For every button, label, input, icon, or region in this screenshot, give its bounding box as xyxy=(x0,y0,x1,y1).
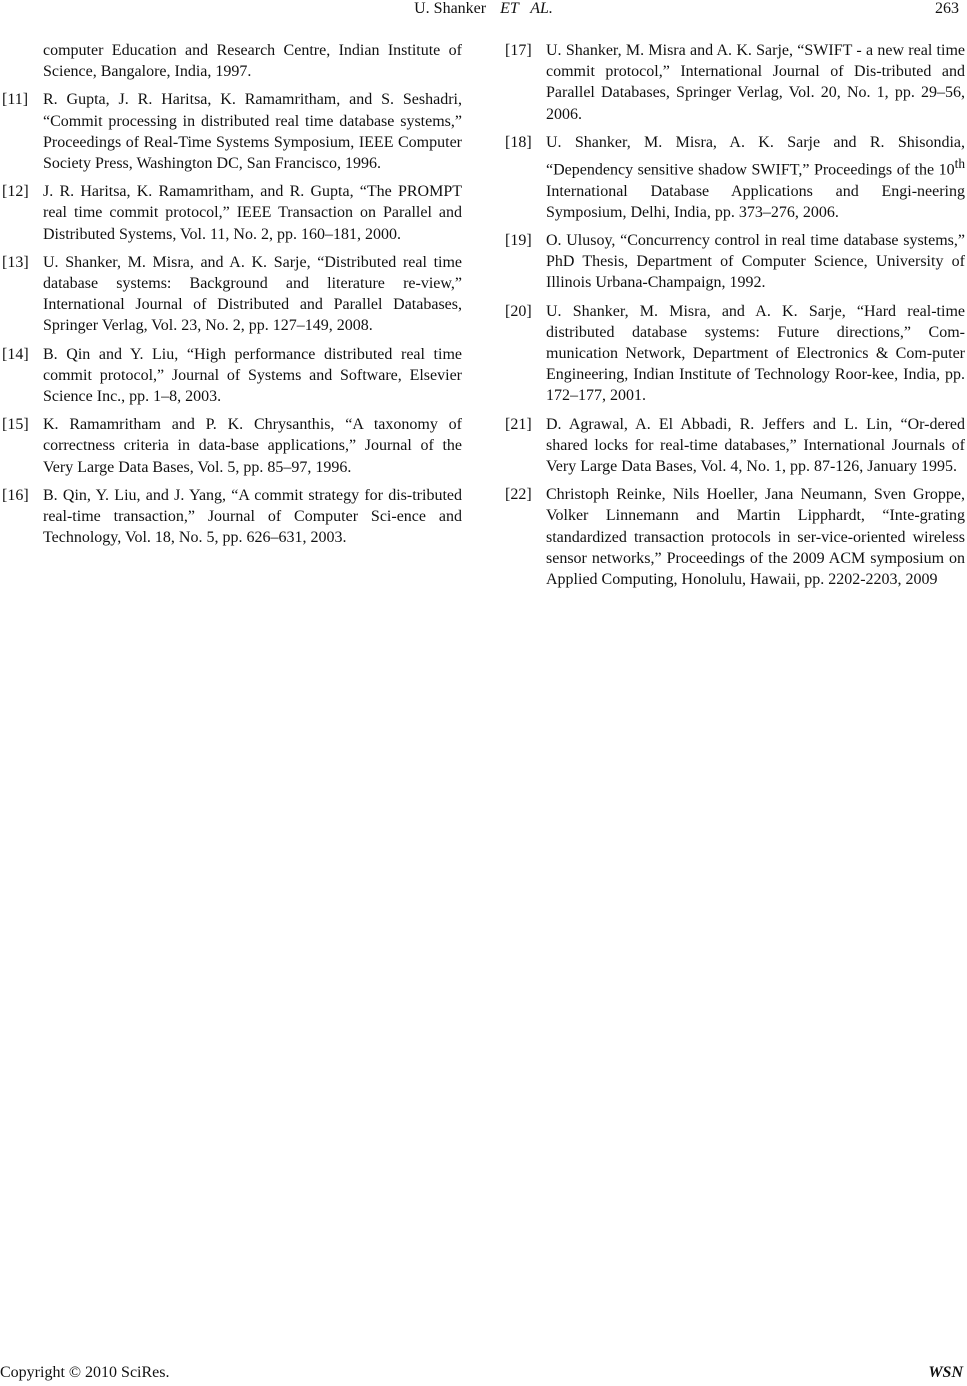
reference-text: J. R. Haritsa, K. Ramamritham, and R. Gupta, “The PROMPT real time commit protocol,” IEEE Transaction on Parallel and Distributed Systems, Vol. 11, No. 2, pp. 160–181, 2000. xyxy=(43,183,462,243)
page-footer xyxy=(0,1364,967,1386)
reference-number: [17] xyxy=(505,42,532,59)
reference-13 xyxy=(0,252,462,337)
copyright-notice: Copyright © 2010 SciRes. xyxy=(0,1364,170,1381)
reference-number: [21] xyxy=(505,415,532,433)
reference-text xyxy=(546,132,965,223)
page-header xyxy=(0,0,967,24)
reference-22 xyxy=(503,484,965,590)
reference-number: [15] xyxy=(2,416,29,434)
reference-19 xyxy=(503,230,965,294)
reference-14 xyxy=(0,344,462,408)
reference-text: U. Shanker, M. Misra and A. K. Sarje, “SWIFT - a new real time commit protocol,” International Journal of Dis-tributed and Parallel Databases, Springer Verlag, Vol. 20, No. 1, pp. 29–56, 2006. xyxy=(546,42,965,123)
reference-text: computer Education and Research Centre, Indian Institute of Science, Bangalore, India, 1997. xyxy=(43,42,462,81)
reference-text: B. Qin, Y. Liu, and J. Yang, “A commit strategy for dis-tributed real-time transaction,” Journal of Computer Sci-ence and Technology, Vol. 18, No. 5, pp. 626–631, 2003. xyxy=(43,486,462,547)
reference-15 xyxy=(0,414,462,478)
reference-number: [18] xyxy=(505,133,532,151)
running-head-author: U. Shanker xyxy=(414,0,487,17)
reference-text: K. Ramamritham and P. K. Chrysanthis, “A taxonomy of correctness criteria in data-base applications,” Journal of the Very Large Data Bases, Vol. 5, pp. 85–97, 1996. xyxy=(43,416,462,476)
reference-number: [12] xyxy=(2,183,29,201)
reference-text: O. Ulusoy, “Concurrency control in real time database systems,” PhD Thesis, Department of Computer Science, University of Illinois Urbana-Champaign, 1992. xyxy=(546,231,965,292)
running-head-etal: ET AL. xyxy=(500,0,553,17)
journal-abbreviation: WSN xyxy=(928,1364,963,1381)
reference-number: [11] xyxy=(2,91,29,109)
reference-number: [14] xyxy=(2,345,29,363)
reference-17 xyxy=(503,40,965,125)
reference-number: [16] xyxy=(2,486,29,504)
reference-number: [22] xyxy=(505,486,532,504)
ordinal-superscript: th xyxy=(954,156,965,172)
page-number: 263 xyxy=(935,0,959,17)
reference-text: U. Shanker, M. Misra, and A. K. Sarje, “Distributed real time database systems: Background and literature re-view,” International Journal of Distributed and Parallel Databases, Springer Verlag, Vol. 23, No. 2, pp. 127–149, 2008. xyxy=(43,253,462,335)
running-head xyxy=(0,0,967,18)
reference-text: B. Qin and Y. Liu, “High performance distributed real time commit protocol,” Journal of Systems and Software, Elsevier Science Inc., pp. 1–8, 2003. xyxy=(43,345,462,406)
reference-16 xyxy=(0,485,462,549)
reference-11 xyxy=(0,89,462,174)
reference-text: D. Agrawal, A. El Abbadi, R. Jeffers and L. Lin, “Or-dered shared locks for real-time databases,” International Journals of Very Large Data Bases, Vol. 4, No. 1, pp. 87-126, January 1995. xyxy=(546,415,965,475)
reference-text-part: International Database Applications and Engi-neering Symposium, Delhi, India, pp. 373–276, 2006. xyxy=(546,182,965,221)
right-column xyxy=(503,40,965,597)
reference-number: [19] xyxy=(505,231,532,249)
reference-text-part: U. Shanker, M. Misra, A. K. Sarje and R. Shisondia, “Dependency sensitive shadow SWIFT,” Proceedings of the 10 xyxy=(546,133,965,179)
reference-21 xyxy=(503,414,965,478)
reference-text: R. Gupta, J. R. Haritsa, K. Ramamritham, and S. Seshadri, “Commit processing in distributed real time database systems,” Proceedings of Real-Time Systems Symposium, IEEE Computer Society Press, Washington DC, San Francisco, 1996. xyxy=(43,91,462,173)
reference-12 xyxy=(0,181,462,245)
reference-20 xyxy=(503,301,965,407)
reference-18 xyxy=(503,132,965,223)
left-column xyxy=(0,40,462,555)
reference-continuation xyxy=(0,40,462,82)
reference-number: [13] xyxy=(2,253,29,271)
reference-text: Christoph Reinke, Nils Hoeller, Jana Neumann, Sven Groppe, Volker Linnemann and Martin Lipphardt, “Inte-grating standardized transaction protocols in ser-vice-oriented wireless sensor networks,” Proceedings of the 2009 ACM symposium on Applied Computing, Honolulu, Hawaii, pp. 2202-2203, 2009 xyxy=(546,486,965,588)
reference-number: [20] xyxy=(505,302,532,320)
reference-text: U. Shanker, M. Misra, and A. K. Sarje, “Hard real-time distributed database systems: Future directions,” Com-munication Network, Department of Electronics & Com-puter Engineering, Indian Institute of Technology Roor-kee, India, pp. 172–177, 2001. xyxy=(546,302,965,405)
